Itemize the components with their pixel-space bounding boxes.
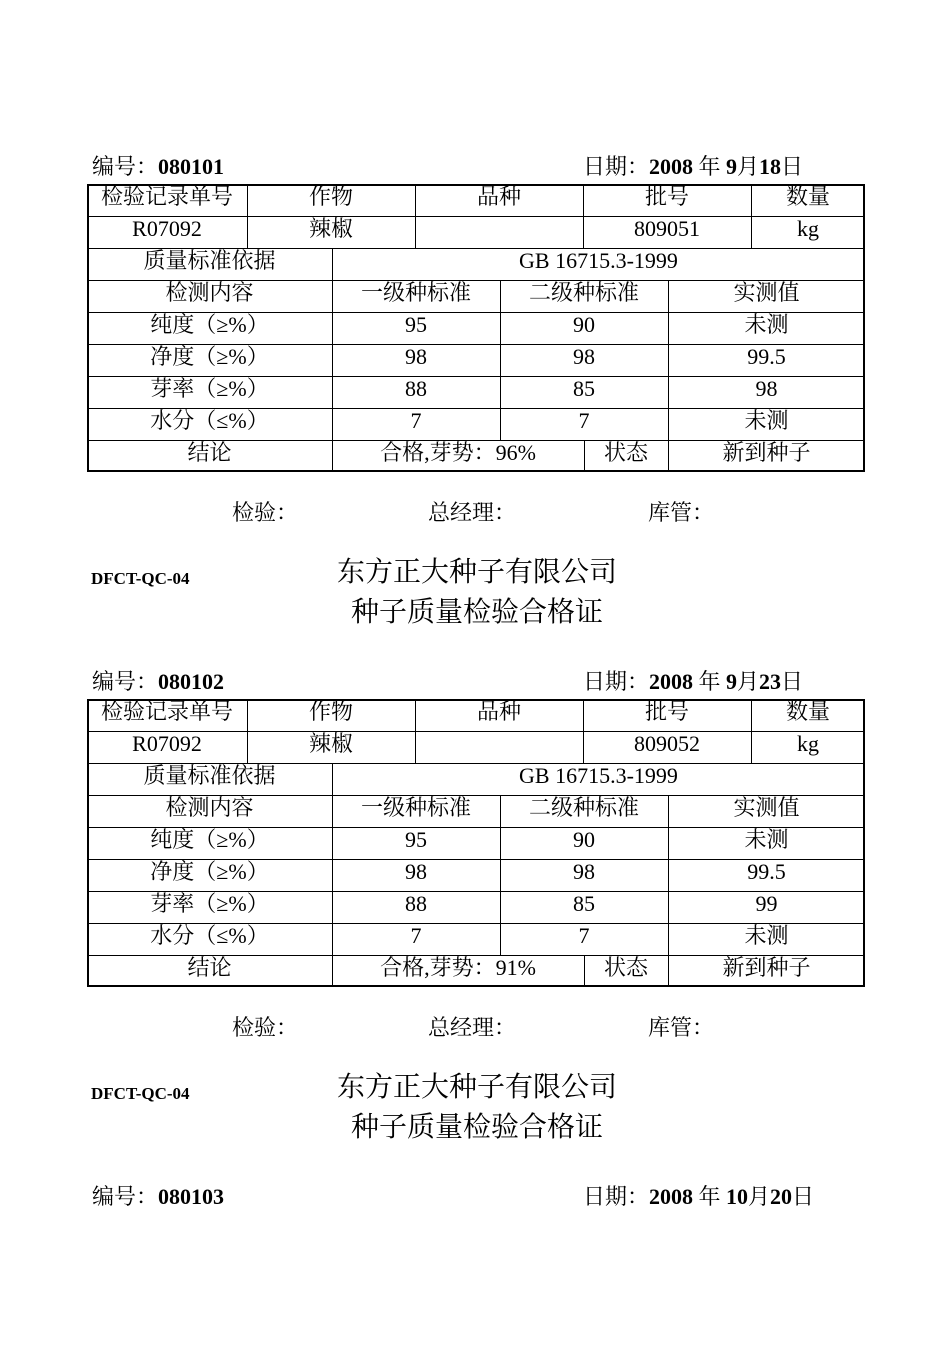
batch-value: 809052 [634, 731, 700, 756]
variety-header: 品种 [476, 184, 521, 209]
crop-header: 作物 [308, 699, 353, 724]
standard-basis-value: GB 16715.3-1999 [519, 763, 678, 788]
germination-grade2: 85 [573, 891, 595, 916]
quantity-header: 数量 [785, 699, 830, 724]
storekeeper-signature-label: 库管： [648, 500, 715, 525]
number-label: 编号： [92, 669, 159, 694]
measured-label: 实测值 [733, 280, 800, 305]
moisture-label: 水分（≤%） [150, 923, 269, 948]
purity-grade2: 90 [573, 312, 595, 337]
batch-value: 809051 [634, 216, 700, 241]
date-year: 2008 [649, 1184, 694, 1209]
cert-number: 080103 [158, 1184, 225, 1209]
grade2-label: 二级种标准 [528, 280, 639, 305]
conclusion-value: 合格,芽势：91% [380, 955, 536, 980]
cert3-number-line [92, 1180, 224, 1211]
status-label: 状态 [603, 955, 648, 980]
month-separator: 月 [748, 1184, 771, 1209]
date-day: 20 [770, 1184, 793, 1209]
cleanliness-grade1: 98 [405, 859, 427, 884]
record-no-header: 检验记录单号 [100, 184, 233, 209]
grade1-label: 一级种标准 [360, 280, 471, 305]
germination-grade2: 85 [573, 376, 595, 401]
moisture-measured: 未测 [744, 923, 789, 948]
germination-grade1: 88 [405, 891, 427, 916]
year-separator: 年 [698, 1184, 721, 1209]
day-separator: 日 [781, 669, 804, 694]
record-no-value: R07092 [132, 216, 202, 241]
moisture-label: 水分（≤%） [150, 408, 269, 433]
standard-basis-label: 质量标准依据 [143, 763, 276, 788]
purity-label: 纯度（≥%） [150, 827, 269, 852]
moisture-grade2: 7 [578, 923, 590, 948]
date-month: 9 [726, 669, 738, 694]
inspector-signature-label: 检验： [232, 500, 299, 525]
quantity-header: 数量 [785, 184, 830, 209]
cert1-inspection-table [87, 184, 865, 472]
date-year: 2008 [649, 154, 694, 179]
conclusion-label: 结论 [187, 440, 232, 465]
purity-label: 纯度（≥%） [150, 312, 269, 337]
number-label: 编号： [92, 154, 159, 179]
purity-measured: 未测 [744, 312, 789, 337]
date-day: 23 [759, 669, 782, 694]
day-separator: 日 [792, 1184, 815, 1209]
germination-measured: 99 [755, 891, 778, 916]
purity-grade2: 90 [573, 827, 595, 852]
table-border [87, 184, 865, 472]
crop-header: 作物 [308, 184, 353, 209]
status-value: 新到种子 [722, 955, 811, 980]
storekeeper-signature-label: 库管： [648, 1015, 715, 1040]
cleanliness-measured: 99.5 [747, 344, 786, 369]
moisture-grade1: 7 [410, 408, 422, 433]
year-separator: 年 [698, 669, 721, 694]
cert2-number-line [92, 665, 224, 696]
company-name: 东方正大种子有限公司 [336, 1072, 617, 1103]
quantity-value: kg [797, 731, 819, 756]
table-border [87, 699, 865, 987]
measured-label: 实测值 [733, 795, 800, 820]
record-no-header: 检验记录单号 [100, 699, 233, 724]
test-item-label: 检测内容 [165, 280, 254, 305]
record-no-value: R07092 [132, 731, 202, 756]
date-label: 日期： [583, 1184, 650, 1209]
cert1-date-line [583, 150, 803, 181]
conclusion-value: 合格,芽势：96% [380, 440, 536, 465]
germination-label: 芽率（≥%） [150, 376, 269, 401]
variety-header: 品种 [476, 699, 521, 724]
date-day: 18 [759, 154, 782, 179]
grade2-label: 二级种标准 [528, 795, 639, 820]
date-label: 日期： [583, 154, 650, 179]
number-label: 编号： [92, 1184, 159, 1209]
batch-header: 批号 [644, 184, 689, 209]
form-code: DFCT-QC-04 [91, 569, 190, 588]
status-label: 状态 [603, 440, 648, 465]
cleanliness-label: 净度（≥%） [150, 859, 269, 884]
certificate-title: 种子质量检验合格证 [350, 597, 603, 628]
month-separator: 月 [737, 669, 760, 694]
standard-basis-label: 质量标准依据 [143, 248, 276, 273]
inspector-signature-label: 检验： [232, 1015, 299, 1040]
date-year: 2008 [649, 669, 694, 694]
purity-measured: 未测 [744, 827, 789, 852]
purity-grade1: 95 [405, 827, 427, 852]
month-separator: 月 [737, 154, 760, 179]
year-separator: 年 [698, 154, 721, 179]
purity-grade1: 95 [405, 312, 427, 337]
cleanliness-measured: 99.5 [747, 859, 786, 884]
cert3-date-line [583, 1180, 814, 1211]
moisture-measured: 未测 [744, 408, 789, 433]
germination-label: 芽率（≥%） [150, 891, 269, 916]
status-value: 新到种子 [722, 440, 811, 465]
cleanliness-grade2: 98 [573, 859, 595, 884]
cert2-date-line [583, 665, 803, 696]
manager-signature-label: 总经理： [428, 500, 517, 525]
germination-grade1: 88 [405, 376, 427, 401]
cleanliness-grade1: 98 [405, 344, 427, 369]
form-code: DFCT-QC-04 [91, 1084, 190, 1103]
batch-header: 批号 [644, 699, 689, 724]
moisture-grade1: 7 [410, 923, 422, 948]
test-item-label: 检测内容 [165, 795, 254, 820]
cert1-number-line [92, 150, 224, 181]
crop-value: 辣椒 [308, 216, 353, 241]
day-separator: 日 [781, 154, 804, 179]
cert-number: 080102 [158, 669, 225, 694]
date-label: 日期： [583, 669, 650, 694]
germination-measured: 98 [755, 376, 778, 401]
date-month: 10 [726, 1184, 749, 1209]
standard-basis-value: GB 16715.3-1999 [519, 248, 678, 273]
manager-signature-label: 总经理： [428, 1015, 517, 1040]
cleanliness-label: 净度（≥%） [150, 344, 269, 369]
date-month: 9 [726, 154, 738, 179]
cert-number: 080101 [158, 154, 225, 179]
cert2-inspection-table [87, 699, 865, 987]
moisture-grade2: 7 [578, 408, 590, 433]
quantity-value: kg [797, 216, 819, 241]
crop-value: 辣椒 [308, 731, 353, 756]
conclusion-label: 结论 [187, 955, 232, 980]
company-name: 东方正大种子有限公司 [336, 557, 617, 588]
cleanliness-grade2: 98 [573, 344, 595, 369]
grade1-label: 一级种标准 [360, 795, 471, 820]
certificate-title: 种子质量检验合格证 [350, 1112, 603, 1143]
